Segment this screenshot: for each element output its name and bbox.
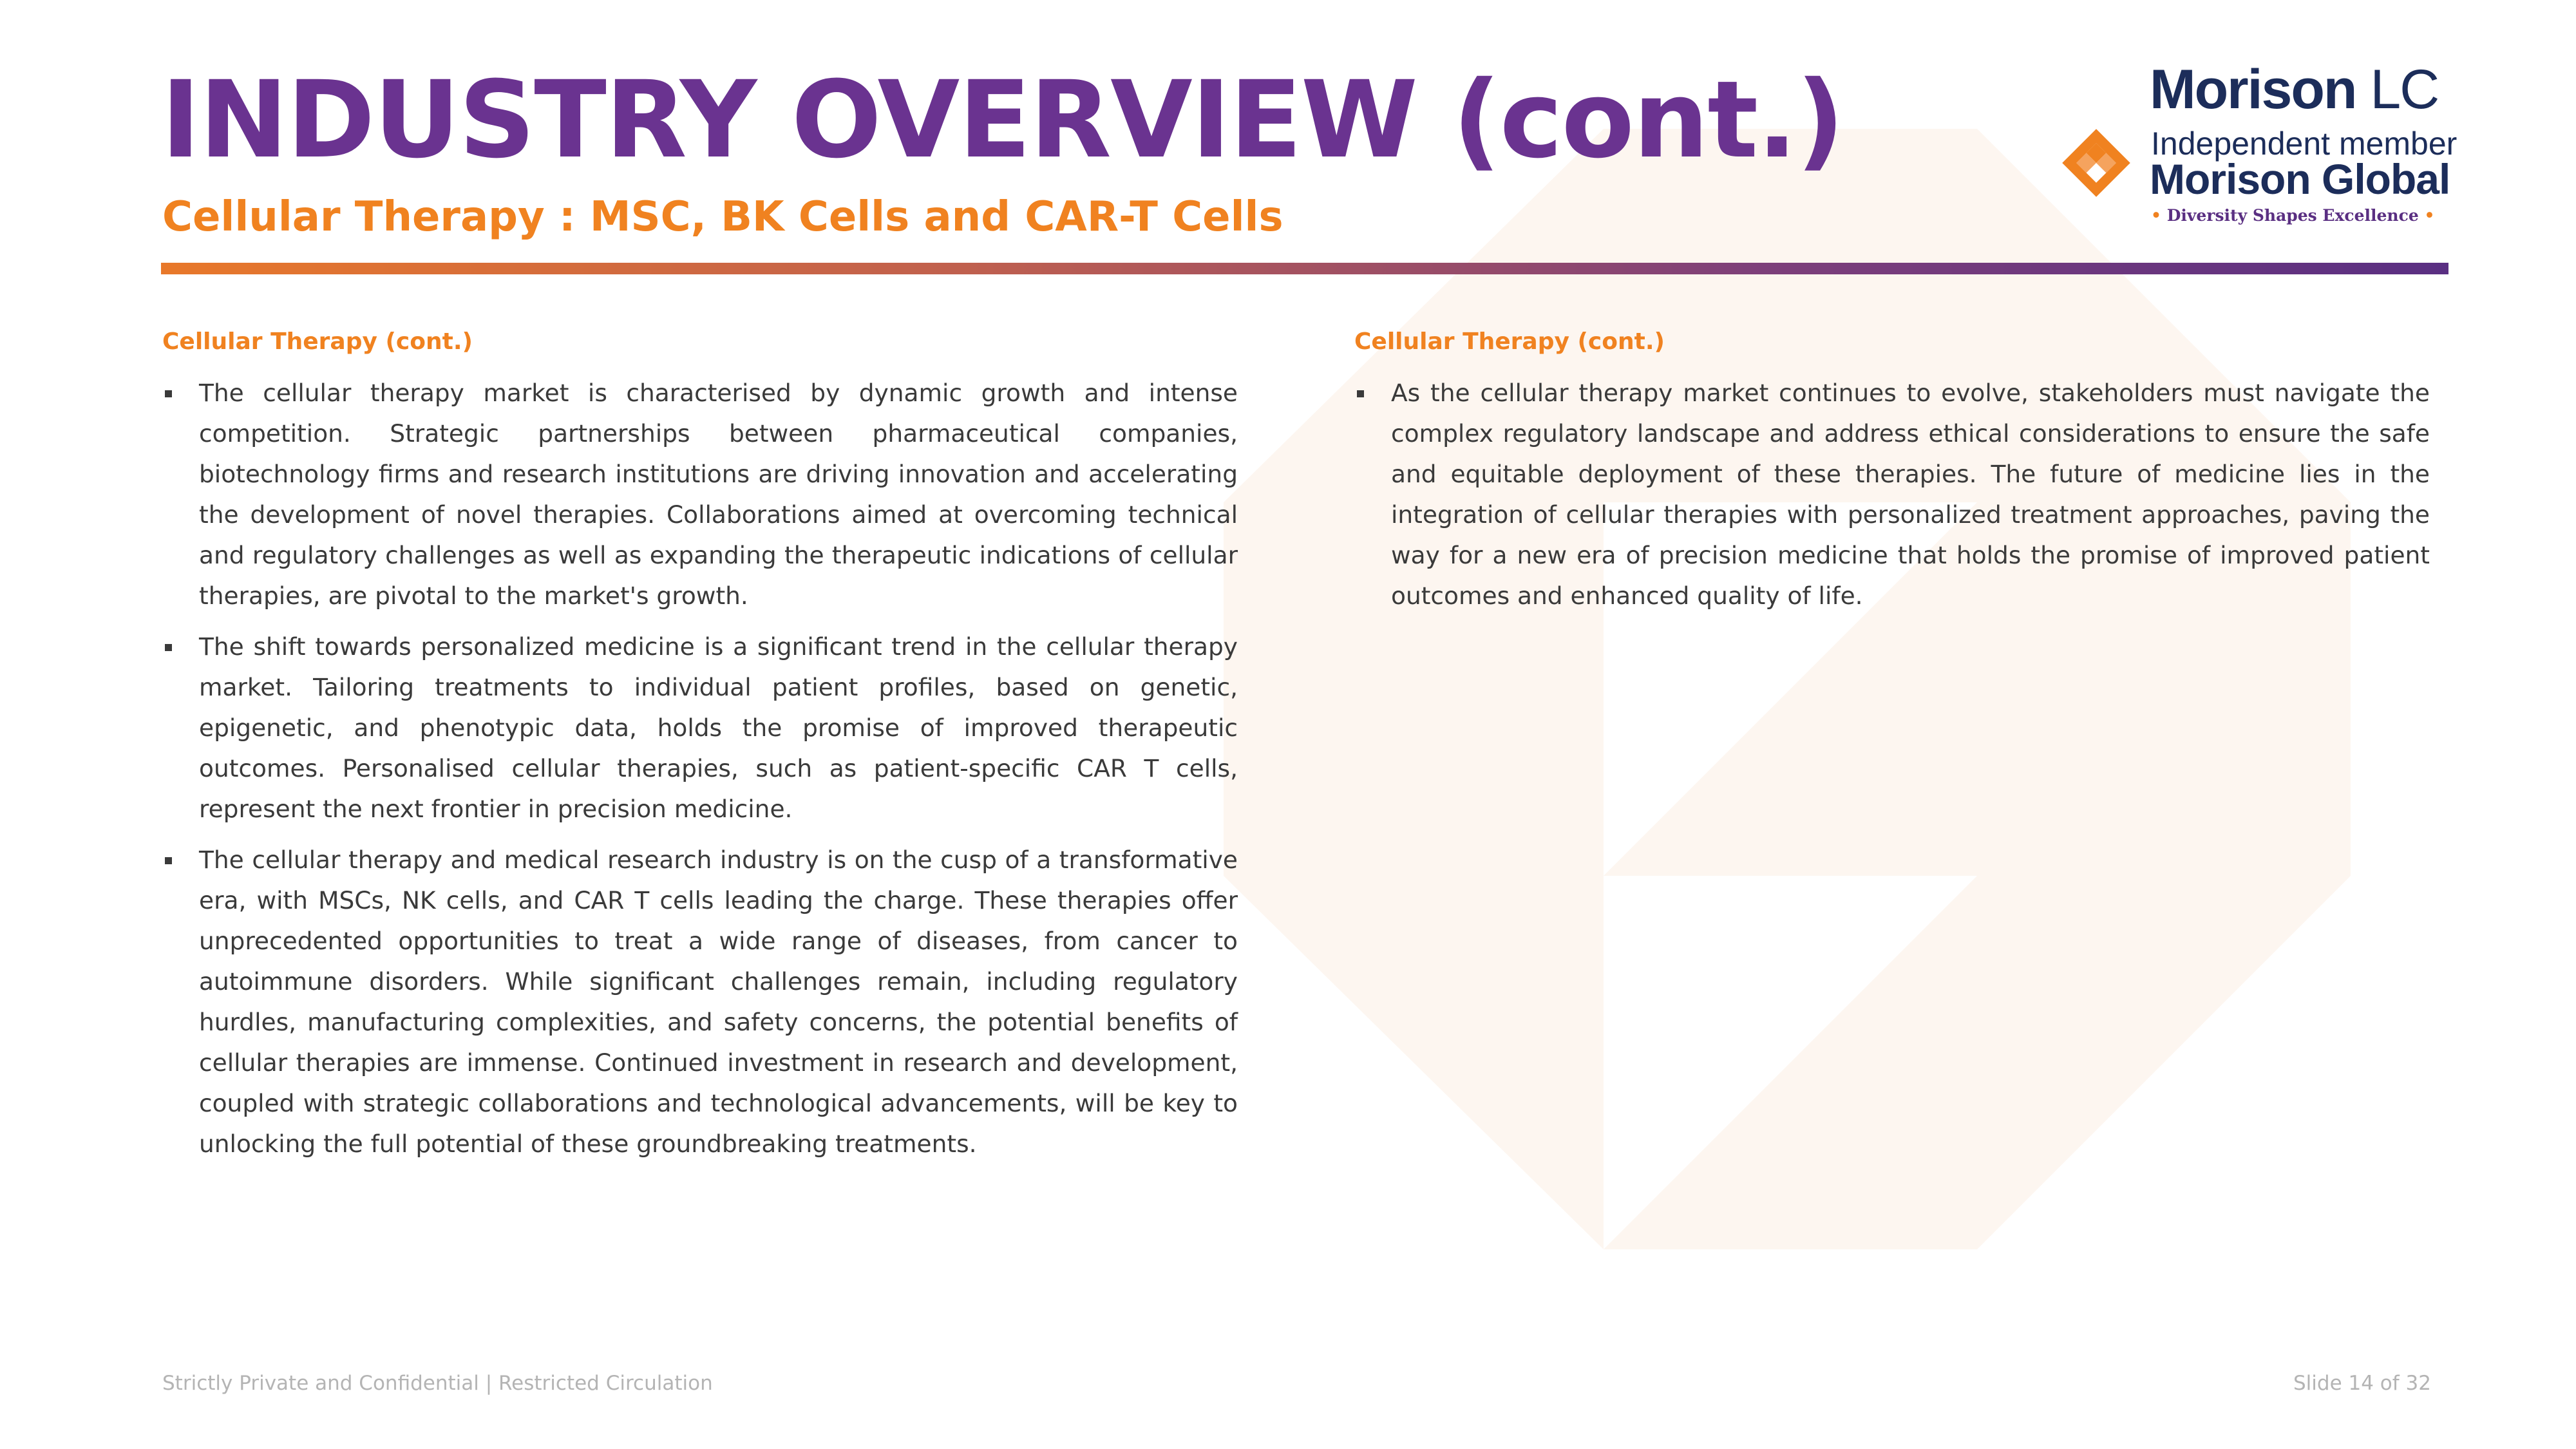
logo-brand bbox=[2150, 58, 2438, 122]
right-column bbox=[1354, 328, 2430, 627]
company-logo bbox=[2054, 58, 2458, 232]
bullet-text: The shift towards personalized medicine is a significant trend in the cellular therapy market. Tailoring treatments to individual patient profiles, based on genetic, epigenetic, and phenotypic data, holds the promise of improved therapeutic outcomes. Personalised cellular therapies, such as patient-specific CAR T cells, represent the next frontier in precision medicine. bbox=[199, 632, 1238, 823]
bullet-text: As the cellular therapy market continues to evolve, stakeholders must navigate the complex regulatory landscape and address ethical considerations to ensure the safe and equitable deployment of these therapies. The future of medicine lies in the integration of cellular therapies with personalized treatment approaches, paving the way for a new era of precision medicine that holds the promise of improved patient outcomes and enhanced quality of life. bbox=[1391, 379, 2430, 610]
bullet-square-icon bbox=[165, 390, 172, 397]
footer-confidentiality: Strictly Private and Confidential | Restricted Circulation bbox=[162, 1372, 713, 1395]
right-column-heading: Cellular Therapy (cont.) bbox=[1354, 328, 1665, 355]
list-item bbox=[162, 373, 1238, 616]
logo-tagline-row bbox=[2151, 206, 2434, 225]
list-item bbox=[1354, 373, 2430, 616]
logo-network: Morison Global bbox=[2150, 155, 2450, 203]
list-item bbox=[162, 840, 1238, 1164]
logo-brand-suffix: LC bbox=[2370, 59, 2439, 120]
page-title: INDUSTRY OVERVIEW (cont.) bbox=[161, 58, 1844, 182]
logo-tagline: Diversity Shapes Excellence bbox=[2166, 206, 2419, 225]
bullet-square-icon bbox=[1357, 390, 1364, 397]
bullet-text: The cellular therapy and medical research industry is on the cusp of a transformative era, with MSCs, NK cells, and CAR T cells leading the charge. These therapies offer unprecedented opportunities to treat a wide range of diseases, from cancer to autoimmune disorders. While significant challenges remain, including regulatory hurdles, manufacturing complexities, and safety concerns, the potential benefits of cellular therapies are immense. Continued investment in research and development, coupled with strategic collaborations and technological advancements, will be key to unlocking the full potential of these groundbreaking treatments. bbox=[199, 846, 1238, 1158]
bullet-text: The cellular therapy market is characterised by dynamic growth and intense competition. Strategic partnerships between pharmaceutical companies, biotechnology firms and research institutions are driving innovation and accelerating the development of novel therapies. Collaborations aimed at overcoming technical and regulatory challenges as well as expanding the therapeutic indications of cellular therapies, are pivotal to the market's growth. bbox=[199, 379, 1238, 610]
footer-slide-number: Slide 14 of 32 bbox=[2293, 1372, 2431, 1395]
left-column-heading: Cellular Therapy (cont.) bbox=[162, 328, 473, 355]
logo-brand-name: Morison bbox=[2150, 59, 2356, 120]
left-column bbox=[162, 328, 1238, 1175]
bullet-square-icon bbox=[165, 857, 172, 864]
right-bullet-list bbox=[1354, 373, 2430, 616]
left-bullet-list bbox=[162, 373, 1238, 1164]
header-divider bbox=[161, 263, 2448, 274]
morison-mark-icon bbox=[2061, 128, 2132, 198]
page-subtitle: Cellular Therapy : MSC, BK Cells and CAR-T Cells bbox=[162, 193, 1283, 241]
tagline-dot-icon: • bbox=[2151, 206, 2161, 225]
logo-member-line: Independent member bbox=[2151, 126, 2458, 162]
bullet-square-icon bbox=[165, 644, 172, 651]
tagline-dot-icon: • bbox=[2424, 206, 2435, 225]
list-item bbox=[162, 627, 1238, 829]
